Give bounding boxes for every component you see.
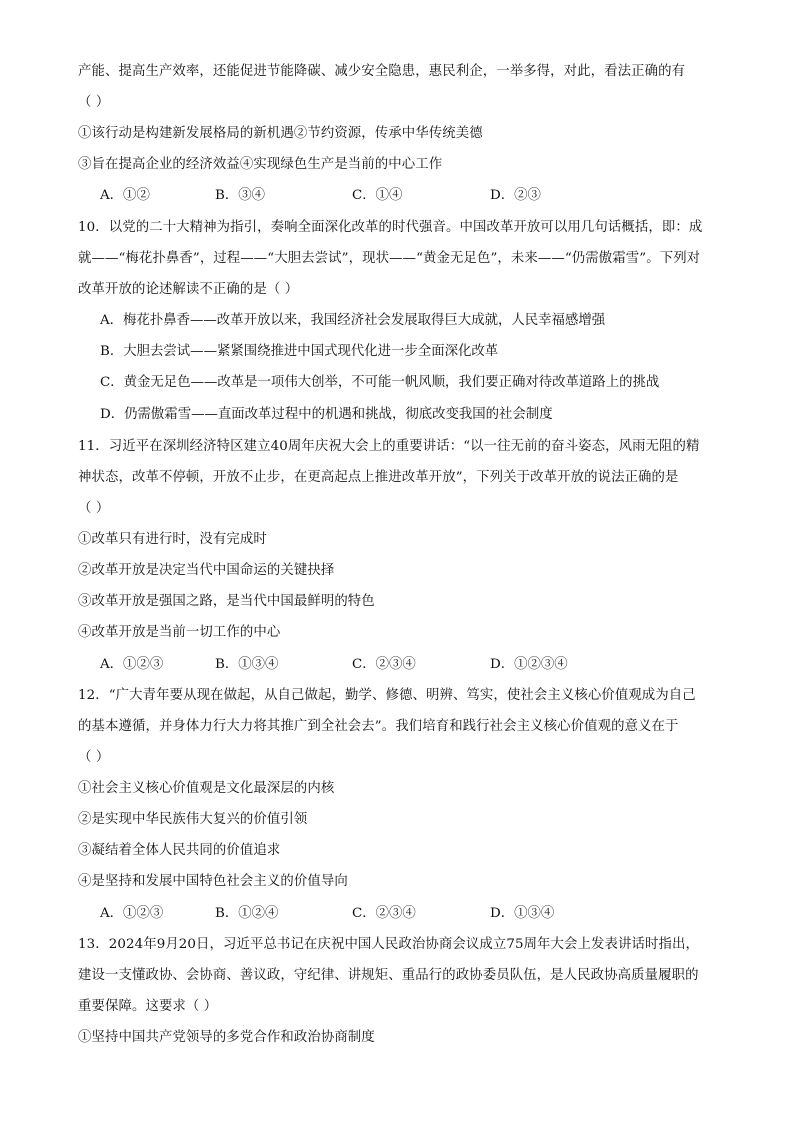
q11-option-b[interactable]: B．①③④ <box>215 657 279 672</box>
q11-statement: ④改革开放是当前一切工作的中心 <box>78 625 281 640</box>
q12-stem-line: 12．“广大青年要从现在做起，从自己做起，勤学、修德、明辨、笃实，使社会主义核心价值观成为自己 <box>78 688 696 703</box>
q11-stem-line: 神状态，改革不停顿，开放不止步，在更高起点上推进改革开放”，下列关于改革开放的说法正确的是 <box>78 470 679 485</box>
q12-option-c[interactable]: C．②③④ <box>352 906 416 921</box>
q10-option-c[interactable]: C．黄金无足色——改革是一项伟大创举，不可能一帆风顺，我们要正确对待改革道路上的挑战 <box>100 375 660 390</box>
q11-statement: ②改革开放是决定当代中国命运的关键抉择 <box>78 563 335 578</box>
q13-statement: ①坚持中国共产党领导的多党合作和政治协商制度 <box>78 1030 375 1045</box>
q11-stem-line: 11．习近平在深圳经济特区建立40周年庆祝大会上的重要讲话：“以一往无前的奋斗姿态，风雨无阻的精 <box>78 439 700 454</box>
q9-option-d[interactable]: D．②③ <box>490 188 541 203</box>
q13-stem-line: 重要保障。这要求（ ） <box>78 999 218 1014</box>
q11-statement: ③改革开放是强国之路，是当代中国最鲜明的特色 <box>78 594 375 609</box>
q9-answer-blank: （ ） <box>78 95 110 110</box>
q12-statement: ④是坚持和发展中国特色社会主义的价值导向 <box>78 874 348 889</box>
q9-statement: ①该行动是构建新发展格局的新机遇②节约资源，传承中华传统美德 <box>78 126 483 141</box>
q12-option-d[interactable]: D．①③④ <box>490 906 555 921</box>
q12-option-a[interactable]: A．①②③ <box>100 906 164 921</box>
q12-stem-line: 的基本遵循，并身体力行大力将其推广到全社会去”。我们培育和践行社会主义核心价值观的意义在于 <box>78 719 679 734</box>
q12-statement: ③凝结着全体人民共同的价值追求 <box>78 843 281 858</box>
q9-option-a[interactable]: A．①② <box>100 188 150 203</box>
q11-answer-blank: （ ） <box>78 501 110 516</box>
q9-statement: ③旨在提高企业的经济效益④实现绿色生产是当前的中心工作 <box>78 157 443 172</box>
q12-statement: ②是实现中华民族伟大复兴的价值引领 <box>78 812 308 827</box>
q10-option-b[interactable]: B．大胆去尝试——紧紧围绕推进中国式现代化进一步全面深化改革 <box>100 344 499 359</box>
q11-option-d[interactable]: D．①②③④ <box>490 657 568 672</box>
q12-statement: ①社会主义核心价值观是文化最深层的内核 <box>78 781 335 796</box>
q10-stem-line: 就——“梅花扑鼻香”，过程——“大胆去尝试”，现状——“黄金无足色”，未来——“仍需傲霜雪”。下列对 <box>78 251 701 266</box>
q9-stem-line: 产能、提高生产效率，还能促进节能降碳、减少安全隐患，惠民利企，一举多得，对此，看法正确的有 <box>78 64 686 79</box>
q13-stem-line: 建设一支懂政协、会协商、善议政，守纪律、讲规矩、重品行的政协委员队伍，是人民政协高质量履职的 <box>78 968 699 983</box>
q10-option-d[interactable]: D．仍需傲霜雪——直面改革过程中的机遇和挑战，彻底改变我国的社会制度 <box>100 407 553 422</box>
q12-answer-blank: （ ） <box>78 750 110 765</box>
q10-option-a[interactable]: A．梅花扑鼻香——改革开放以来，我国经济社会发展取得巨大成就，人民幸福感增强 <box>100 313 606 328</box>
q13-stem-line: 13．2024年9月20日，习近平总书记在庆祝中国人民政治协商会议成立75周年大会上发表讲话时指出， <box>78 937 699 952</box>
q11-statement: ①改革只有进行时，没有完成时 <box>78 532 267 547</box>
q9-option-c[interactable]: C．①④ <box>352 188 403 203</box>
q11-option-a[interactable]: A．①②③ <box>100 657 164 672</box>
q9-option-b[interactable]: B．③④ <box>215 188 266 203</box>
q10-stem-line: 改革开放的论述解读不正确的是（ ） <box>78 282 299 297</box>
q12-option-b[interactable]: B．①②④ <box>215 906 279 921</box>
q10-stem-line: 10．以党的二十大精神为指引，奏响全面深化改革的时代强音。中国改革开放可以用几句话概括，即：成 <box>78 220 703 235</box>
q11-option-c[interactable]: C．②③④ <box>352 657 416 672</box>
